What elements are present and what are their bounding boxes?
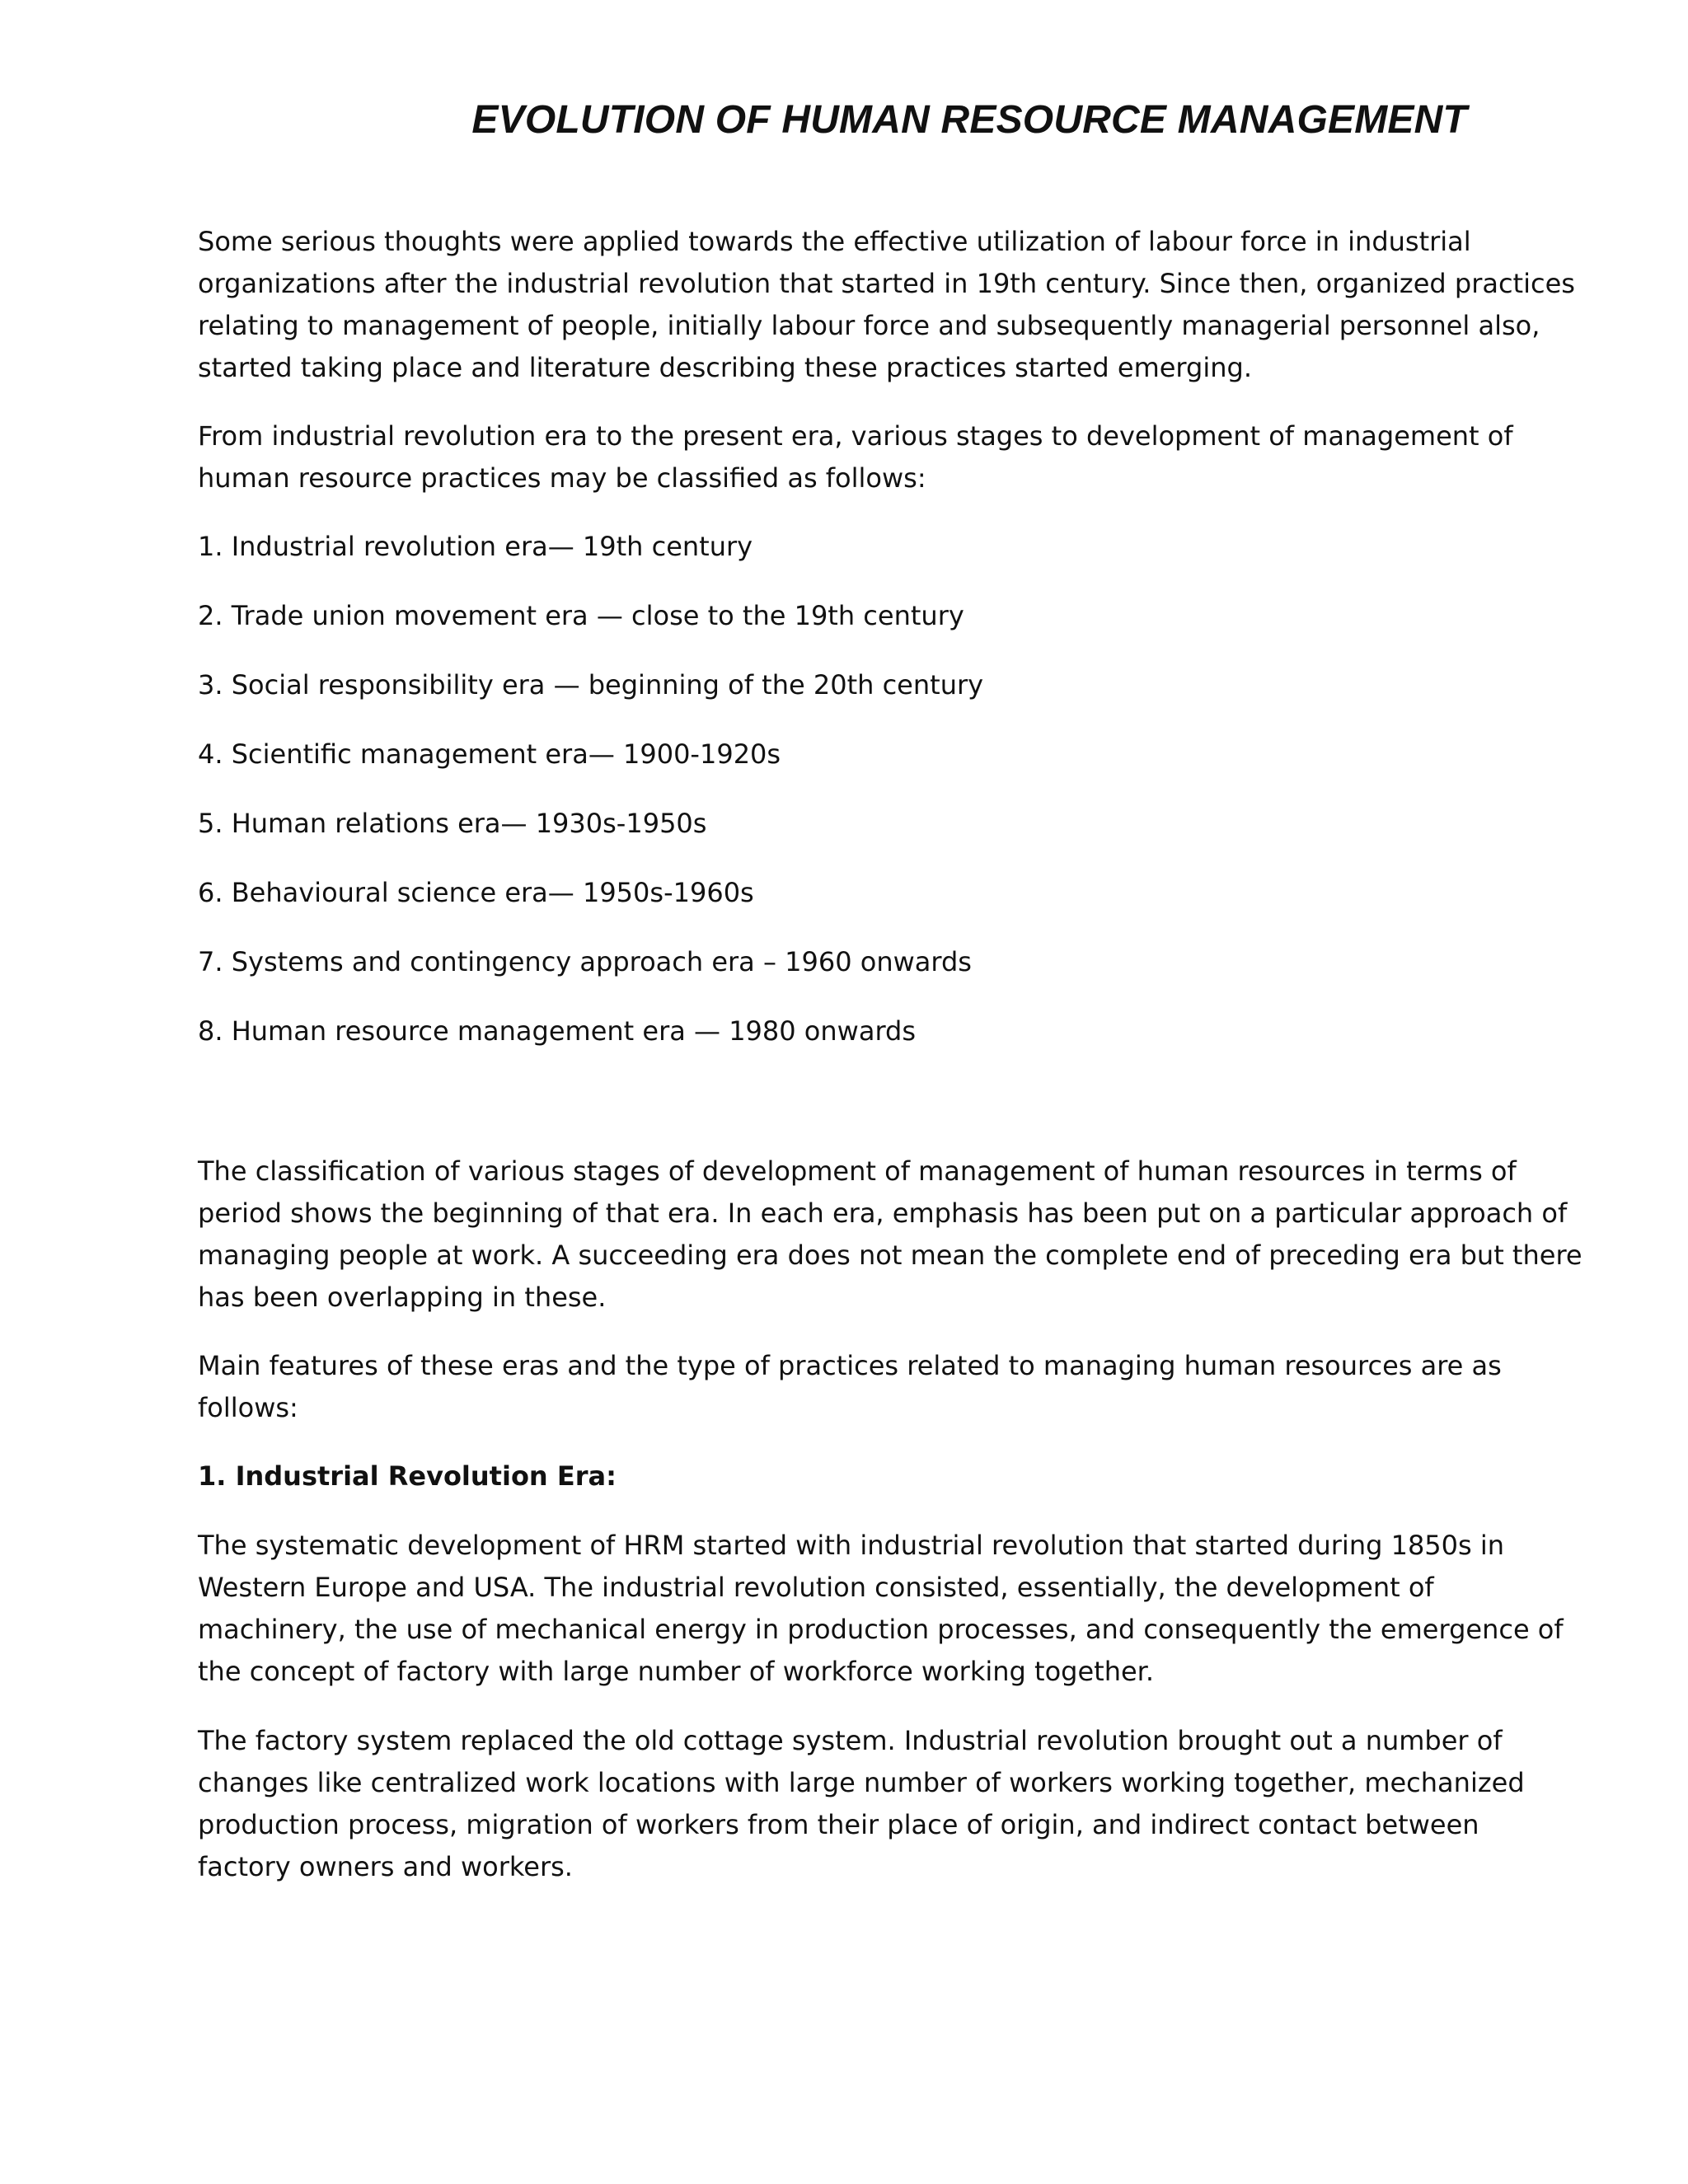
section-paragraph-2 <box>198 1720 1525 1888</box>
section-paragraph-line: changes like centralized work locations with large number of workers working together, mechanized <box>198 1767 1525 1798</box>
classification-line: managing people at work. A succeeding era does not mean the complete end of preceding era but there <box>198 1240 1582 1271</box>
features-intro-line: follows: <box>198 1392 298 1423</box>
section-paragraph-line: Western Europe and USA. The industrial revolution consisted, essentially, the development of <box>198 1572 1434 1603</box>
classification-line: period shows the beginning of that era. In each era, emphasis has been put on a particular approach of <box>198 1197 1568 1229</box>
stage-item: 7. Systems and contingency approach era – 1960 onwards <box>198 946 972 977</box>
features-intro-line: Main features of these eras and the type of practices related to managing human resources are as <box>198 1350 1502 1381</box>
intro-line: organizations after the industrial revolution that started in 19th century. Since then, organized practices <box>198 268 1575 299</box>
section-paragraph-1 <box>198 1525 1564 1693</box>
section-paragraph-line: The systematic development of HRM started with industrial revolution that started during 1850s in <box>198 1530 1505 1561</box>
classification-line: The classification of various stages of development of management of human resources in terms of <box>198 1155 1517 1187</box>
section-paragraph-line: production process, migration of workers from their place of origin, and indirect contact between <box>198 1809 1479 1840</box>
intro-paragraph <box>198 221 1575 389</box>
classification-paragraph <box>198 1151 1582 1319</box>
section-paragraph-line: factory owners and workers. <box>198 1851 573 1882</box>
stage-item: 6. Behavioural science era— 1950s-1960s <box>198 877 754 908</box>
features-intro-paragraph <box>198 1345 1517 1429</box>
stages-intro-paragraph <box>198 415 1517 499</box>
section-paragraph-line: machinery, the use of mechanical energy in production processes, and consequently the emergence of <box>198 1614 1564 1645</box>
stage-item: 2. Trade union movement era — close to the 19th century <box>198 600 964 631</box>
stage-item: 8. Human resource management era — 1980 onwards <box>198 1015 917 1047</box>
stages-intro-line: human resource practices may be classified as follows: <box>198 462 926 494</box>
page-title: EVOLUTION OF HUMAN RESOURCE MANAGEMENT <box>471 98 1467 142</box>
section-heading: 1. Industrial Revolution Era: <box>198 1460 617 1492</box>
stages-intro-line: From industrial revolution era to the present era, various stages to development of management of <box>198 420 1513 452</box>
stage-item: 1. Industrial revolution era— 19th century <box>198 531 753 562</box>
intro-line: started taking place and literature describing these practices started emerging. <box>198 352 1252 383</box>
stage-item: 3. Social responsibility era — beginning of the 20th century <box>198 669 984 701</box>
classification-line: has been overlapping in these. <box>198 1282 607 1313</box>
section-paragraph-line: The factory system replaced the old cottage system. Industrial revolution brought out a number of <box>198 1725 1503 1756</box>
stage-item: 4. Scientific management era— 1900-1920s <box>198 738 781 770</box>
stage-item: 5. Human relations era— 1930s-1950s <box>198 808 707 839</box>
intro-line: Some serious thoughts were applied towards the effective utilization of labour force in industrial <box>198 226 1471 257</box>
section-paragraph-line: the concept of factory with large number of workforce working together. <box>198 1656 1155 1687</box>
intro-line: relating to management of people, initially labour force and subsequently managerial personnel also, <box>198 310 1540 341</box>
